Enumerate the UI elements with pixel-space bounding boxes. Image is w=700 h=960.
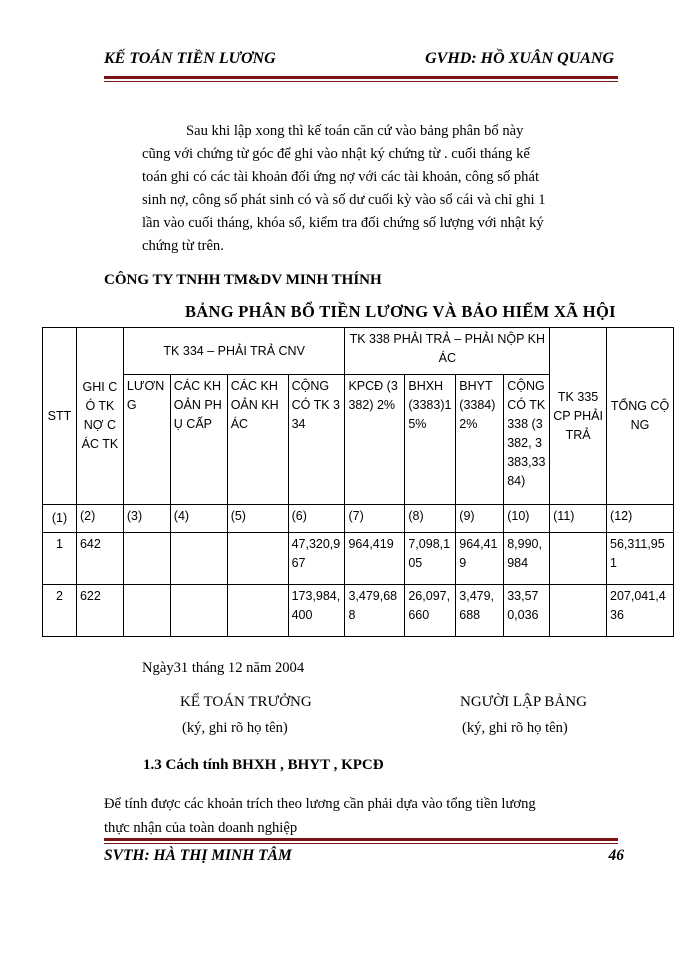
col-number: (7) [345, 505, 405, 533]
header-total: TỔNG CỘNG [607, 328, 674, 505]
intro-line: chứng từ trên. [142, 238, 224, 254]
col-number: (12) [607, 505, 674, 533]
col-number: (8) [405, 505, 456, 533]
header-luong: LƯƠNG [123, 375, 170, 505]
cell-stt: 1 [43, 533, 77, 585]
salary-allocation-table [42, 327, 674, 637]
col-number: (1) [43, 505, 77, 533]
signature-note: (ký, ghi rõ họ tên) [182, 720, 288, 736]
col-number: (10) [504, 505, 550, 533]
intro-line: Sau khi lập xong thì kế toán căn cứ vào bảng phân bổ này [186, 123, 524, 139]
header-title: KẾ TOÁN TIỀN LƯƠNG [104, 50, 276, 67]
header-stt: STT [43, 328, 77, 505]
cell-bhxh: 26,097,660 [405, 585, 456, 637]
intro-paragraph [142, 120, 622, 258]
signature-preparer: NGƯỜI LẬP BẢNG [460, 694, 587, 710]
header-tk334: TK 334 – PHẢI TRẢ CNV [123, 328, 345, 375]
header-advisor: GVHD: HỒ XUÂN QUANG [425, 50, 614, 67]
intro-line: toán ghi có các tài khoản đối ứng nợ với các tài khoản, công số phát [142, 169, 539, 185]
cell-cong-338: 33,570,036 [504, 585, 550, 637]
cell-tk335 [550, 533, 607, 585]
intro-line: lần vào cuối tháng, khóa sổ, kiểm tra đối chứng số lượng với nhật ký [142, 215, 544, 231]
footer-rule [104, 838, 618, 844]
cell-total: 56,311,951 [607, 533, 674, 585]
header-tk338: TK 338 PHẢI TRẢ – PHẢI NỘP KHÁC [345, 328, 550, 375]
cell-stt: 2 [43, 585, 77, 637]
closing-paragraph [104, 792, 624, 840]
cell-luong [123, 533, 170, 585]
cell-cong-334: 47,320,967 [288, 533, 345, 585]
cell-phu-cap [170, 585, 227, 637]
cell-phu-cap [170, 533, 227, 585]
col-number: (6) [288, 505, 345, 533]
cell-khoan-khac [227, 533, 288, 585]
cell-tk335 [550, 585, 607, 637]
cell-cong-338: 8,990,984 [504, 533, 550, 585]
header-bhxh: BHXH (3383)15% [405, 375, 456, 505]
header-ghi-co: GHI CÓ TK NỢ CÁC TK [76, 328, 123, 505]
footer-student: SVTH: HÀ THỊ MINH TÂM [104, 847, 292, 864]
cell-luong [123, 585, 170, 637]
cell-khoan-khac [227, 585, 288, 637]
section-heading: 1.3 Cách tính BHXH , BHYT , KPCĐ [143, 757, 384, 773]
closing-line: Để tính được các khoản trích theo lương cần phải dựa vào tổng tiền lương [104, 796, 536, 812]
col-number: (9) [456, 505, 504, 533]
cell-kpcd: 3,479,688 [345, 585, 405, 637]
table-title: BẢNG PHÂN BỔ TIỀN LƯƠNG VÀ BẢO HIỂM XÃ HỘI [185, 302, 616, 321]
table-header-row [43, 328, 674, 375]
cell-bhyt: 3,479,688 [456, 585, 504, 637]
table-row [43, 533, 674, 585]
header-rule [104, 76, 618, 82]
cell-kpcd: 964,419 [345, 533, 405, 585]
page-footer [104, 847, 624, 869]
page-number: 46 [608, 847, 624, 864]
header-bhyt: BHYT (3384) 2% [456, 375, 504, 505]
header-phu-cap: CÁC KHOẢN PHỤ CẤP [170, 375, 227, 505]
col-number: (3) [123, 505, 170, 533]
closing-line: thực nhận của toàn doanh nghiệp [104, 820, 298, 836]
col-number: (2) [76, 505, 123, 533]
intro-line: sinh nợ, công số phát sinh có và số dư cuối kỳ vào sổ cái và chỉ ghi 1 [142, 192, 546, 208]
header-cong-334: CỘNG CÓ TK 334 [288, 375, 345, 505]
intro-line: cũng với chứng từ góc để ghi vào nhật ký chứng từ . cuối tháng kế [142, 146, 530, 162]
cell-account: 622 [76, 585, 123, 637]
cell-bhxh: 7,098,105 [405, 533, 456, 585]
header-tk335: TK 335 CP PHẢI TRẢ [550, 328, 607, 505]
company-name: CÔNG TY TNHH TM&DV MINH THÍNH [104, 272, 382, 288]
header-cong-338: CỘNG CÓ TK 338 (3382, 3383,3384) [504, 375, 550, 505]
col-number: (4) [170, 505, 227, 533]
signature-chief-accountant: KẾ TOÁN TRƯỞNG [180, 694, 312, 710]
cell-cong-334: 173,984,400 [288, 585, 345, 637]
header-kpcd: KPCĐ (3382) 2% [345, 375, 405, 505]
signature-note: (ký, ghi rõ họ tên) [462, 720, 568, 736]
cell-bhyt: 964,419 [456, 533, 504, 585]
page-header [104, 50, 614, 74]
col-number: (5) [227, 505, 288, 533]
table-row [43, 585, 674, 637]
col-number: (11) [550, 505, 607, 533]
cell-account: 642 [76, 533, 123, 585]
column-number-row [43, 505, 674, 533]
date-line: Ngày31 tháng 12 năm 2004 [142, 660, 305, 676]
cell-total: 207,041,436 [607, 585, 674, 637]
header-khoan-khac: CÁC KHOẢN KHÁC [227, 375, 288, 505]
